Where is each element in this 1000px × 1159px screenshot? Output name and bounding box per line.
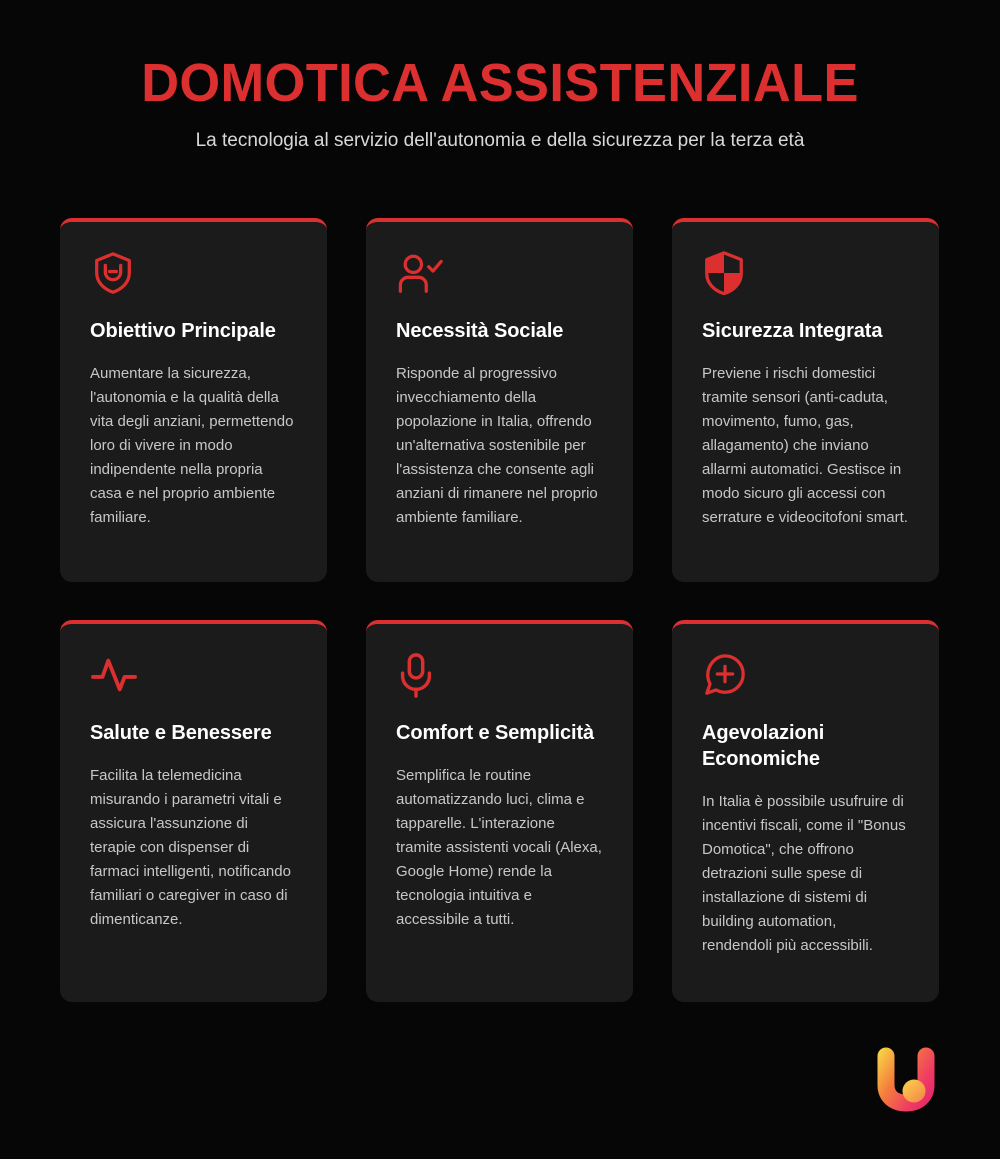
card-title: Sicurezza Integrata (702, 320, 883, 342)
card-body: Aumentare la sicurezza, l'autonomia e la qualità della vita degli anziani, permettendo loro di vivere in modo indipendente nella propria casa e nel proprio ambiente familiare. (90, 365, 294, 526)
card-body: Risponde al progressivo invecchiamento della popolazione in Italia, offrendo un'alternativa sostenibile per l'assistenza che consente agli anziani di rimanere nel proprio ambiente familiare. (396, 365, 598, 526)
chat-plus-icon (702, 652, 909, 698)
card-necessita-sociale[interactable] (366, 218, 633, 582)
card-body: In Italia è possibile usufruire di incentivi fiscali, come il "Bonus Domotica", che offrono detrazioni sulle spese di installazione di sistemi di building automation, rendendoli più accessibili. (702, 793, 906, 954)
page-header (0, 0, 1000, 154)
card-salute-e-benessere[interactable] (60, 620, 327, 1002)
cards-grid (60, 218, 940, 1002)
page-subtitle: La tecnologia al servizio dell'autonomia e della sicurezza per la terza età (195, 130, 805, 151)
activity-pulse-icon (90, 652, 297, 698)
card-body: Previene i rischi domestici tramite sensori (anti-caduta, movimento, fumo, gas, allagamento) che inviano allarmi automatici. Gestisce in modo sicuro gli accessi con serrature e videocitofoni smart. (702, 365, 908, 526)
shield-quarters-icon (702, 250, 909, 296)
card-body: Semplifica le routine automatizzando luci, clima e tapparelle. L'interazione tramite assistenti vocali (Alexa, Google Home) rende la tecnologia intuitiva e accessibile a tutti. (396, 767, 602, 928)
card-agevolazioni-economiche[interactable] (672, 620, 939, 1002)
card-title: Agevolazioni Economiche (702, 722, 825, 770)
card-sicurezza-integrata[interactable] (672, 218, 939, 582)
microphone-icon (396, 652, 603, 698)
card-comfort-e-semplicita[interactable] (366, 620, 633, 1002)
page-title: DOMOTICA ASSISTENZIALE (141, 53, 859, 113)
user-check-icon (396, 250, 603, 296)
card-title: Necessità Sociale (396, 320, 564, 342)
card-title: Comfort e Semplicità (396, 722, 595, 744)
card-title: Obiettivo Principale (90, 320, 276, 342)
card-body: Facilita la telemedicina misurando i parametri vitali e assicura l'assunzione di terapie con dispenser di farmaci intelligenti, notificando familiari o caregiver in caso di dimenticanze. (90, 767, 291, 928)
card-title: Salute e Benessere (90, 722, 272, 744)
shield-target-icon (90, 250, 297, 296)
u-shape-logo (867, 1041, 945, 1119)
card-obiettivo-principale[interactable] (60, 218, 327, 582)
